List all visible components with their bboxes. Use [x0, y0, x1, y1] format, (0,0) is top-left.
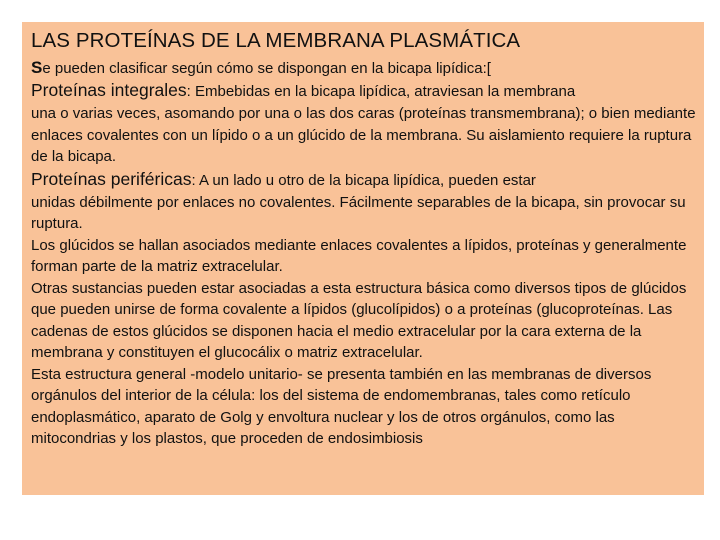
integrales-term: Proteínas integrales: [31, 80, 187, 100]
integrales-first-line: [31, 79, 699, 103]
integrales-rest: una o varias veces, asomando por una o las dos caras (proteínas transmembrana); o bien mediante enlaces covalentes con un lípido o a un glúcido de la membrana. Su aislamiento requiere la ruptura de la bicapa.: [31, 105, 696, 165]
integrales-paragraph: [31, 79, 699, 168]
perifericas-first-line: [31, 168, 699, 192]
perifericas-paragraph: [31, 168, 699, 235]
perifericas-term: Proteínas periféricas: [31, 168, 192, 189]
otras-sustancias-paragraph: Otras sustancias pueden estar asociadas a esta estructura básica como diversos tipos de glúcidos que pueden unirse de forma covalente a lípidos (glucolípidos) o a proteínas (glucoproteínas. Las cadenas de estos glúcidos se disponen hacia el medio extracelular por la cara externa de la membrana y constituyen el glucocálix o matriz extracelular.: [31, 279, 687, 361]
estructura-general-paragraph: Esta estructura general -modelo unitario- se presenta también en las membranas de diversos orgánulos del interior de la célula: los del sistema de endomembranas, tales como retículo endoplasmático, aparato de Golg y envoltura nuclear y los de otros orgánulos, como las mitocondrias y los plastos, que proceden de endosimbiosis: [31, 365, 652, 447]
intro-text: e pueden clasificar según cómo se dispongan en la bicapa lipídica:[: [42, 60, 491, 77]
slide-content: [31, 27, 699, 450]
intro-line: [31, 58, 699, 79]
glucidos-paragraph: Los glúcidos se hallan asociados mediante enlaces covalentes a lípidos, proteínas y generalmente forman parte de la matriz extracelular.: [31, 236, 687, 275]
slide-panel: [22, 22, 704, 495]
perifericas-lead: : A un lado u otro de la bicapa lipídica, pueden estar: [191, 171, 536, 189]
integrales-lead: : Embebidas en la bicapa lipídica, atraviesan la membrana: [186, 83, 576, 100]
intro-first-letter: S: [31, 58, 43, 77]
slide-title: LAS PROTEÍNAS DE LA MEMBRANA PLASMÁTICA: [31, 29, 521, 52]
perifericas-rest: unidas débilmente por enlaces no covalentes. Fácilmente separables de la bicapa, sin provocar su ruptura.: [31, 193, 686, 232]
